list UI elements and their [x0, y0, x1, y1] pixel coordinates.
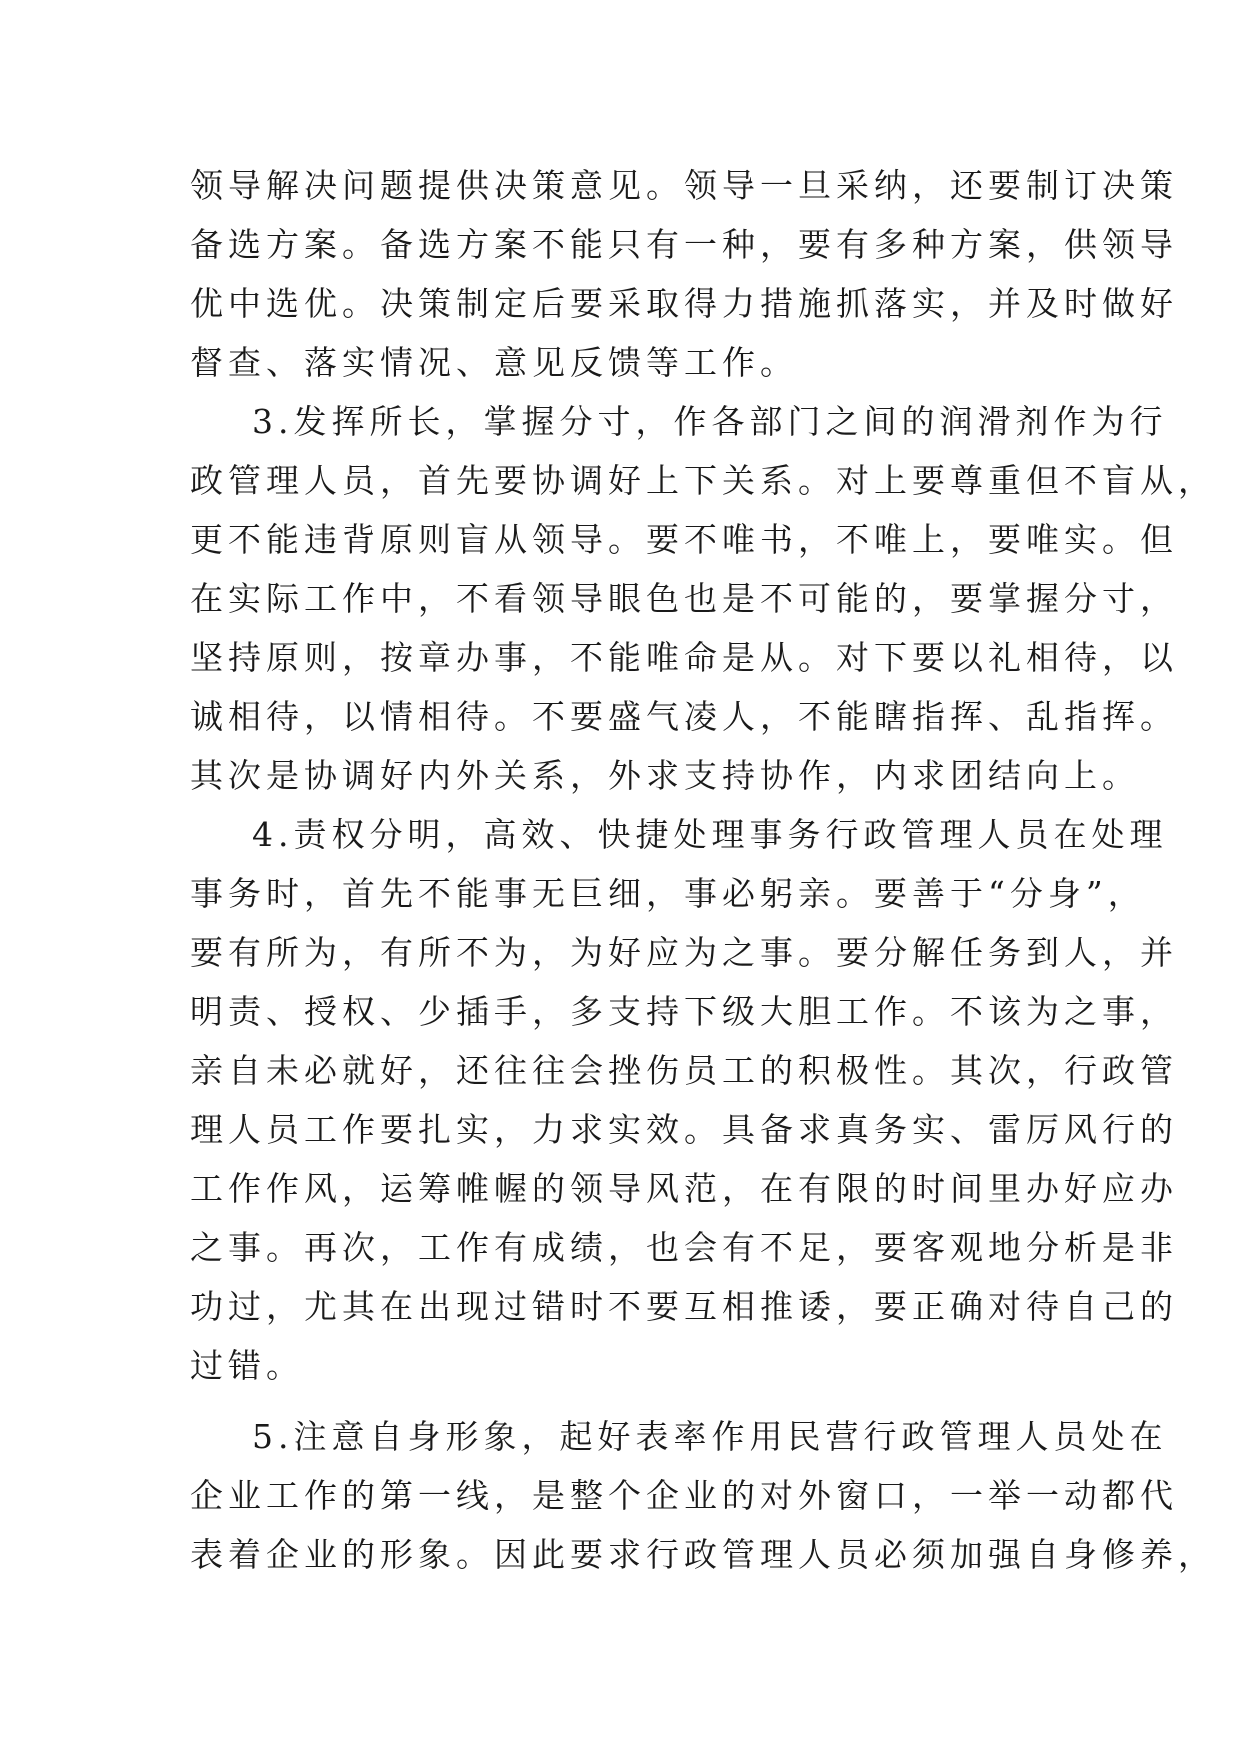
paragraph-continuation: [190, 156, 1178, 392]
text-line: 诚相待，以情相待。不要盛气凌人，不能瞎指挥、乱指挥。: [190, 697, 1178, 736]
text-line: 过错。: [190, 1346, 304, 1385]
text-line: 表着企业的形象。因此要求行政管理人员必须加强自身修养，: [190, 1535, 1216, 1574]
text-line: 3.发挥所长，掌握分寸，作各部门之间的润滑剂作为行: [252, 402, 1168, 441]
text-line: 督查、落实情况、意见反馈等工作。: [190, 343, 798, 382]
text-line: 领导解决问题提供决策意见。领导一旦采纳，还要制订决策: [190, 166, 1178, 205]
text-line: 在实际工作中，不看领导眼色也是不可能的，要掌握分寸，: [190, 579, 1178, 618]
text-line: 优中选优。决策制定后要采取得力措施抓落实，并及时做好: [190, 284, 1178, 323]
text-line: 5.注意自身形象，起好表率作用民营行政管理人员处在: [252, 1417, 1168, 1456]
text-line: 政管理人员，首先要协调好上下关系。对上要尊重但不盲从，: [190, 461, 1216, 500]
body-text: [190, 156, 1216, 1584]
text-line: 理人员工作要扎实，力求实效。具备求真务实、雷厉风行的: [190, 1110, 1178, 1149]
paragraph-5: [190, 1407, 1216, 1584]
text-line: 备选方案。备选方案不能只有一种，要有多种方案，供领导: [190, 225, 1178, 264]
text-line: 工作作风，运筹帷幄的领导风范，在有限的时间里办好应办: [190, 1169, 1178, 1208]
paragraph-gap: [190, 1395, 1070, 1407]
text-line: 要有所为，有所不为，为好应为之事。要分解任务到人，并: [190, 933, 1178, 972]
text-line: 企业工作的第一线，是整个企业的对外窗口，一举一动都代: [190, 1476, 1178, 1515]
text-line: 坚持原则，按章办事，不能唯命是从。对下要以礼相待，以: [190, 638, 1178, 677]
text-line: 4.责权分明，高效、快捷处理事务行政管理人员在处理: [252, 815, 1168, 854]
text-line: 亲自未必就好，还往往会挫伤员工的积极性。其次，行政管: [190, 1051, 1178, 1090]
text-line: 明责、授权、少插手，多支持下级大胆工作。不该为之事，: [190, 992, 1178, 1031]
text-line: 其次是协调好内外关系，外求支持协作，内求团结向上。: [190, 756, 1140, 795]
text-line: 事务时，首先不能事无巨细，事必躬亲。要善于“分身”，: [190, 874, 1146, 913]
text-line: 更不能违背原则盲从领导。要不唯书，不唯上，要唯实。但: [190, 520, 1178, 559]
text-line: 功过，尤其在出现过错时不要互相推诿，要正确对待自己的: [190, 1287, 1178, 1326]
text-line: 之事。再次，工作有成绩，也会有不足，要客观地分析是非: [190, 1228, 1178, 1267]
paragraph-4: [190, 805, 1178, 1395]
paragraph-3: [190, 392, 1216, 805]
